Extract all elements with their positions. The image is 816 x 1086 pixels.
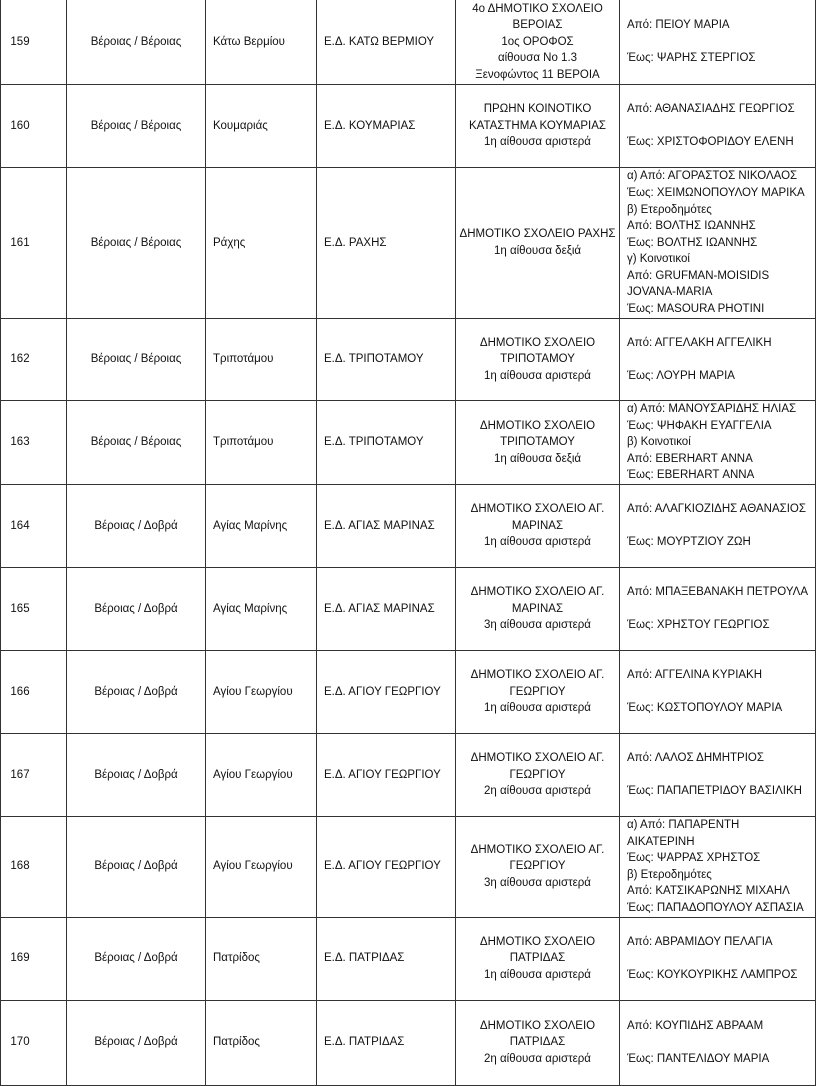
spacer — [627, 118, 812, 135]
electoral-unit-cell: Ε.Δ. ΚΑΤΩ ΒΕΡΜΙΟΥ — [317, 0, 456, 85]
voter-range-line: ΑΙΚΑΤΕΡΙΝΗ — [627, 835, 695, 848]
electoral-unit-cell: Ε.Δ. ΤΡΙΠΟΤΑΜΟΥ — [317, 319, 456, 401]
voter-range-line: Έως: EBERHART ΑΝΝΑ — [627, 469, 755, 482]
table-row — [1, 917, 816, 1000]
spacer — [627, 601, 812, 618]
polling-place-line: 3η αίθουσα αριστερά — [484, 877, 591, 890]
polling-place-line: 1ος ΟΡΟΦΟΣ — [501, 35, 574, 48]
polling-place-line: ΔΗΜΟΤΙΚΟ ΣΧΟΛΕΙΟ ΑΓ. — [470, 503, 605, 516]
polling-place-line: 3η αίθουσα αριστερά — [484, 619, 591, 632]
voter-range-cell — [620, 651, 816, 734]
polling-place-line: 1η αίθουσα δεξιά — [493, 452, 582, 465]
locality-cell: Αγίου Γεωργίου — [206, 734, 317, 817]
polling-place-line: ΔΗΜΟΤΙΚΟ ΣΧΟΛΕΙΟ — [479, 336, 596, 349]
voter-range-cell — [620, 568, 816, 651]
voter-range-line: Έως: ΨΗΦΑΚΗ ΕΥΑΓΓΕΛΙΑ — [627, 419, 772, 432]
voter-range-line: Από: ΑΓΓΕΛΑΚΗ ΑΓΓΕΛΙΚΗ — [627, 336, 772, 349]
voter-range-line: Έως: ΧΡΙΣΤΟΦΟΡΙΔΟΥ ΕΛΕΝΗ — [627, 136, 794, 149]
municipality-cell: Βέροιας / Δοβρά — [67, 1000, 206, 1085]
voter-range-line: Έως: ΚΩΣΤΟΠΟΥΛΟΥ ΜΑΡΙΑ — [627, 702, 783, 715]
polling-place-line: ΠΡΩΗΝ ΚΟΙΝΟΤΙΚΟ — [483, 103, 592, 116]
locality-cell: Αγίου Γεωργίου — [206, 817, 317, 918]
table-row — [1, 319, 816, 401]
voter-range-line: Από: GRUFMAN-MOISIDIS — [627, 269, 770, 282]
locality-cell: Αγίας Μαρίνης — [206, 485, 317, 568]
voter-range-cell — [620, 85, 816, 168]
polling-place-line: Ξενοφώντος 11 ΒΕΡΟΙΑ — [475, 68, 600, 81]
row-number: 160 — [1, 85, 67, 168]
municipality-cell: Βέροιας / Βέροιας — [67, 85, 206, 168]
electoral-unit-cell: Ε.Δ. ΠΑΤΡΙΔΑΣ — [317, 1000, 456, 1085]
voter-range-line: Έως: ΛΟΥΡΗ ΜΑΡΙΑ — [627, 369, 735, 382]
polling-place-line: ΔΗΜΟΤΙΚΟ ΣΧΟΛΕΙΟ — [479, 419, 596, 432]
voter-range-line: JOVANA-MARIA — [627, 286, 713, 299]
polling-place-cell — [456, 401, 620, 485]
polling-place-cell — [456, 817, 620, 918]
polling-place-line: ΒΕΡΟΙΑΣ — [512, 19, 563, 32]
locality-cell: Πατρίδος — [206, 917, 317, 1000]
voter-range-line: Από: ΛΑΛΟΣ ΔΗΜΗΤΡΙΟΣ — [627, 752, 764, 765]
polling-place-line: ΔΗΜΟΤΙΚΟ ΣΧΟΛΕΙΟ ΑΓ. — [470, 843, 605, 856]
polling-place-cell — [456, 651, 620, 734]
locality-cell: Τριποτάμου — [206, 319, 317, 401]
voter-range-line: Έως: ΠΑΠΑΠΕΤΡΙΔΟΥ ΒΑΣΙΛΙΚΗ — [627, 785, 802, 798]
polling-place-line: ΓΕΩΡΓΙΟΥ — [509, 768, 566, 781]
locality-cell: Τριποτάμου — [206, 401, 317, 485]
polling-place-line: 1η αίθουσα αριστερά — [484, 369, 591, 382]
polling-place-cell — [456, 1000, 620, 1085]
voter-range-line: Έως: ΧΕΙΜΩΝΟΠΟΥΛΟΥ ΜΑΡΙΚΑ — [627, 186, 805, 199]
voter-range-line: α) Από: ΑΓΟΡΑΣΤΟΣ ΝΙΚΟΛΑΟΣ — [627, 170, 798, 183]
row-number: 165 — [1, 568, 67, 651]
spacer — [627, 351, 812, 368]
polling-place-line: ΜΑΡΙΝΑΣ — [511, 602, 564, 615]
polling-place-cell — [456, 319, 620, 401]
table-row — [1, 85, 816, 168]
polling-place-line: 2η αίθουσα αριστερά — [484, 1052, 591, 1065]
polling-place-cell — [456, 85, 620, 168]
table-row — [1, 168, 816, 319]
polling-place-line: ΔΗΜΟΤΙΚΟ ΣΧΟΛΕΙΟ ΡΑΧΗΣ — [459, 228, 616, 241]
voter-range-cell — [620, 917, 816, 1000]
municipality-cell: Βέροιας / Δοβρά — [67, 568, 206, 651]
polling-place-line: ΤΡΙΠΟΤΑΜΟΥ — [500, 436, 575, 449]
row-number: 159 — [1, 0, 67, 85]
spacer — [627, 684, 812, 701]
polling-place-cell — [456, 0, 620, 85]
locality-cell: Πατρίδος — [206, 1000, 317, 1085]
voter-range-line: Έως: ΒΟΛΤΗΣ ΙΩΑΝΝΗΣ — [627, 236, 758, 249]
voter-range-line: β) Ετεροδημότες — [627, 868, 712, 881]
polling-place-cell — [456, 917, 620, 1000]
voter-range-cell — [620, 319, 816, 401]
voter-range-line: Από: ΜΠΑΞΕΒΑΝΑΚΗ ΠΕΤΡΟΥΛΑ — [627, 586, 808, 599]
electoral-unit-cell: Ε.Δ. ΡΑΧΗΣ — [317, 168, 456, 319]
locality-cell: Αγίας Μαρίνης — [206, 568, 317, 651]
polling-place-line: ΓΕΩΡΓΙΟΥ — [509, 685, 566, 698]
table-row — [1, 0, 816, 85]
municipality-cell: Βέροιας / Δοβρά — [67, 817, 206, 918]
voter-range-cell — [620, 485, 816, 568]
row-number: 166 — [1, 651, 67, 734]
voter-range-line: β) Ετεροδημότες — [627, 203, 712, 216]
polling-place-cell — [456, 734, 620, 817]
polling-place-line: 4ο ΔΗΜΟΤΙΚΟ ΣΧΟΛΕΙΟ — [472, 2, 603, 15]
polling-place-cell — [456, 485, 620, 568]
polling-place-line: 1η αίθουσα δεξιά — [493, 245, 582, 257]
electoral-unit-cell: Ε.Δ. ΑΓΙΟΥ ΓΕΩΡΓΙΟΥ — [317, 734, 456, 817]
polling-place-cell — [456, 168, 620, 319]
electoral-unit-cell: Ε.Δ. ΑΓΙΑΣ ΜΑΡΙΝΑΣ — [317, 568, 456, 651]
municipality-cell: Βέροιας / Βέροιας — [67, 168, 206, 319]
municipality-cell: Βέροιας / Δοβρά — [67, 485, 206, 568]
polling-place-line: ΔΗΜΟΤΙΚΟ ΣΧΟΛΕΙΟ ΑΓ. — [470, 669, 605, 682]
voter-range-line: Από: ΚΟΥΠΙΔΗΣ ΑΒΡΑΑΜ — [627, 1019, 764, 1032]
electoral-unit-cell: Ε.Δ. ΠΑΤΡΙΔΑΣ — [317, 917, 456, 1000]
voter-range-cell — [620, 0, 816, 85]
voter-range-line: Έως: ΨΑΡΡΑΣ ΧΡΗΣΤΟΣ — [627, 852, 761, 865]
voter-range-line: Από: ΑΓΓΕΛΙΝΑ ΚΥΡΙΑΚΗ — [627, 669, 763, 682]
municipality-cell: Βέροιας / Δοβρά — [67, 651, 206, 734]
polling-place-line: ΔΗΜΟΤΙΚΟ ΣΧΟΛΕΙΟ — [479, 935, 596, 948]
table-row — [1, 651, 816, 734]
voter-range-line: Έως: ΜΟΥΡΤΖΙΟΥ ΖΩΗ — [627, 536, 751, 549]
polling-place-line: ΔΗΜΟΤΙΚΟ ΣΧΟΛΕΙΟ ΑΓ. — [470, 586, 605, 599]
table-row — [1, 568, 816, 651]
voter-range-line: Από: ΑΛΑΓΚΙΟΖΙΔΗΣ ΑΘΑΝΑΣΙΟΣ — [627, 503, 806, 516]
voter-range-line: β) Κοινοτικοί — [627, 436, 691, 449]
polling-place-line: 1η αίθουσα αριστερά — [484, 702, 591, 715]
row-number: 168 — [1, 817, 67, 918]
voter-range-line: Έως: ΧΡΗΣΤΟΥ ΓΕΩΡΓΙΟΣ — [627, 619, 770, 632]
locality-cell: Κάτω Βερμίου — [206, 0, 317, 85]
polling-place-line: ΔΗΜΟΤΙΚΟ ΣΧΟΛΕΙΟ ΑΓ. — [470, 752, 605, 765]
voter-range-line: Έως: ΨΑΡΗΣ ΣΤΕΡΓΙΟΣ — [627, 52, 756, 65]
voter-range-cell — [620, 817, 816, 918]
polling-place-line: ΠΑΤΡΙΔΑΣ — [509, 1036, 566, 1049]
voter-range-line: Από: ΚΑΤΣΙΚΑΡΩΝΗΣ ΜΙΧΑΗΛ — [627, 885, 790, 898]
polling-place-line: ΚΑΤΑΣΤΗΜΑ ΚΟΥΜΑΡΙΑΣ — [468, 119, 607, 132]
municipality-cell: Βέροιας / Βέροιας — [67, 0, 206, 85]
municipality-cell: Βέροιας / Βέροιας — [67, 401, 206, 485]
voter-range-line: Έως: ΚΟΥΚΟΥΡΙΚΗΣ ΛΑΜΠΡΟΣ — [627, 968, 798, 981]
spacer — [627, 950, 812, 967]
polling-place-line: ΠΑΤΡΙΔΑΣ — [509, 952, 566, 965]
voter-range-line: α) Από: ΠΑΠΑΡΕΝΤΗ — [627, 819, 740, 831]
locality-cell: Κουμαριάς — [206, 85, 317, 168]
municipality-cell: Βέροιας / Δοβρά — [67, 917, 206, 1000]
polling-place-line: ΔΗΜΟΤΙΚΟ ΣΧΟΛΕΙΟ — [479, 1019, 596, 1032]
electoral-unit-cell: Ε.Δ. ΑΓΙΟΥ ΓΕΩΡΓΙΟΥ — [317, 651, 456, 734]
municipality-cell: Βέροιας / Δοβρά — [67, 734, 206, 817]
row-number: 170 — [1, 1000, 67, 1085]
row-number: 169 — [1, 917, 67, 1000]
voter-range-line: Από: ΠΕΙΟΥ ΜΑΡΙΑ — [627, 19, 730, 32]
polling-place-line: ΤΡΙΠΟΤΑΜΟΥ — [500, 353, 575, 366]
voter-range-line: Από: ΑΒΡΑΜΙΔΟΥ ΠΕΛΑΓΙΑ — [627, 935, 773, 948]
electoral-unit-cell: Ε.Δ. ΚΟΥΜΑΡΙΑΣ — [317, 85, 456, 168]
voter-range-line: Έως: MASOURA PHOTINI — [627, 303, 765, 316]
electoral-unit-cell: Ε.Δ. ΑΓΙΟΥ ΓΕΩΡΓΙΟΥ — [317, 817, 456, 918]
voter-range-cell — [620, 1000, 816, 1085]
voter-range-line: γ) Κοινοτικοί — [627, 253, 690, 266]
locality-cell: Αγίου Γεωργίου — [206, 651, 317, 734]
row-number: 167 — [1, 734, 67, 817]
polling-place-line: 2η αίθουσα αριστερά — [484, 785, 591, 798]
table-row — [1, 817, 816, 918]
row-number: 164 — [1, 485, 67, 568]
polling-place-cell — [456, 568, 620, 651]
polling-place-line: 1η αίθουσα αριστερά — [484, 968, 591, 981]
table-row — [1, 485, 816, 568]
row-number: 163 — [1, 401, 67, 485]
polling-place-line: αίθουσα Νο 1.3 — [497, 52, 578, 65]
spacer — [627, 767, 812, 784]
row-number: 161 — [1, 168, 67, 319]
voter-range-cell — [620, 401, 816, 485]
electoral-unit-cell: Ε.Δ. ΤΡΙΠΟΤΑΜΟΥ — [317, 401, 456, 485]
table-row — [1, 401, 816, 485]
polling-place-line: ΓΕΩΡΓΙΟΥ — [509, 860, 566, 873]
voter-range-line: Έως: ΠΑΝΤΕΛΙΔΟΥ ΜΑΡΙΑ — [627, 1052, 770, 1065]
polling-place-line: 1η αίθουσα αριστερά — [484, 536, 591, 549]
polling-place-line: 1η αίθουσα αριστερά — [484, 136, 591, 149]
row-number: 162 — [1, 319, 67, 401]
voter-range-line: Από: ΑΘΑΝΑΣΙΑΔΗΣ ΓΕΩΡΓΙΟΣ — [627, 103, 795, 116]
municipality-cell: Βέροιας / Βέροιας — [67, 319, 206, 401]
spacer — [627, 34, 812, 51]
table-row — [1, 734, 816, 817]
polling-place-line: ΜΑΡΙΝΑΣ — [511, 519, 564, 532]
table-row — [1, 1000, 816, 1085]
voter-range-line: Έως: ΠΑΠΑΔΟΠΟΥΛΟΥ ΑΣΠΑΣΙΑ — [627, 901, 804, 914]
locality-cell: Ράχης — [206, 168, 317, 319]
voter-range-line: Από: ΒΟΛΤΗΣ ΙΩΑΝΝΗΣ — [627, 220, 756, 233]
voter-range-cell — [620, 734, 816, 817]
spacer — [627, 1034, 812, 1051]
electoral-unit-cell: Ε.Δ. ΑΓΙΑΣ ΜΑΡΙΝΑΣ — [317, 485, 456, 568]
voter-range-line: α) Από: ΜΑΝΟΥΣΑΡΙΔΗΣ ΗΛΙΑΣ — [627, 403, 797, 416]
voter-range-cell — [620, 168, 816, 319]
table-body — [1, 0, 816, 1085]
voter-range-line: Από: EBERHART ΑΝΝΑ — [627, 452, 753, 465]
spacer — [627, 518, 812, 535]
